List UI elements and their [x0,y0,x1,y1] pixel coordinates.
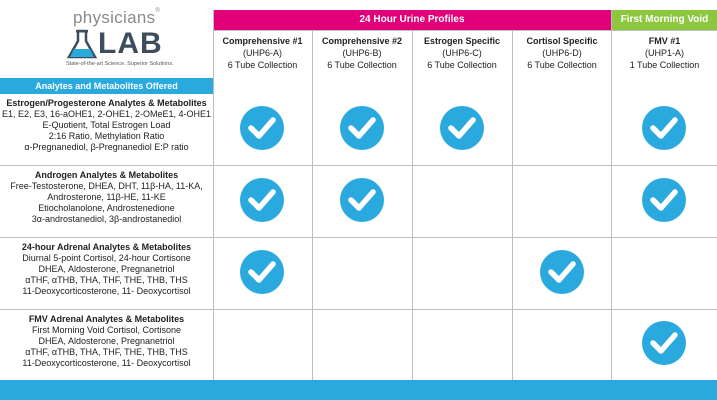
row-line: E-Quotient, Total Estrogen Load [42,120,171,130]
analyte-row-fmv-adrenal [0,314,213,369]
logo-big-text: LAB [98,27,163,60]
grid-divider [0,309,717,310]
grid-divider [611,10,612,380]
column-tubes: 6 Tube Collection [227,60,298,70]
grid-divider [213,30,717,31]
column-name: Comprehensive #1 [222,36,303,46]
row-line: Diurnal 5-point Cortisol, 24-hour Cortisone [22,253,191,263]
row-line: α-Pregnanediol, β-Pregnanediol E:P ratio [24,142,189,152]
checkmark-icon [339,105,385,151]
urine-profiles-header: 24 Hour Urine Profiles [213,10,611,30]
column-code: (UHP1-A) [644,48,684,58]
bottom-bar [0,380,717,400]
checkmark-icon [239,177,285,223]
column-code: (UHP6-A) [242,48,282,58]
column-tubes: 6 Tube Collection [427,60,497,70]
grid-divider [0,165,717,166]
row-line: Etiocholanolone, Androstenedione [38,203,175,213]
column-header-2 [312,30,412,78]
row-line: Androsterone, 11β-HE, 11-KE [47,192,166,202]
logo-tagline: State-of-the-art Science. Superior Solutions. [66,61,174,67]
column-name: Comprehensive #2 [321,36,403,46]
row-line: 2:16 Ratio, Methylation Ratio [48,131,165,141]
analyte-row-estrogen [0,98,213,153]
grid-divider [412,30,413,380]
row-line: αTHF, αTHB, THA, THF, THE, THB, THS [25,347,188,357]
column-code: (UHP6-B) [342,48,382,58]
column-code: (UHP6-C) [442,48,482,58]
column-header-3 [412,30,512,78]
checkmark-icon [239,249,285,295]
row-line: DHEA, Aldosterone, Pregnanetriol [38,264,175,274]
column-tubes: 1 Tube Collection [629,60,700,70]
row-title: Estrogen/Progesterone Analytes & Metabolites [6,98,207,108]
grid-divider [312,30,313,380]
column-code: (UHP6-D) [542,48,582,58]
column-header-1 [213,30,312,78]
analyte-row-androgen [0,170,213,225]
checkmark-icon [641,320,687,366]
grid-divider [512,30,513,380]
checkmark-icon [641,105,687,151]
flask-logo-icon [66,29,98,59]
checkmark-icon [539,249,585,295]
row-line: Free-Testosterone, DHEA, DHT, 11β-HA, 11-KA, [10,181,203,191]
column-name: FMV #1 [648,36,681,46]
row-title: Androgen Analytes & Metabolites [34,170,179,180]
column-name: Cortisol Specific [526,36,598,46]
row-line: DHEA, Aldosterone, Pregnanetriol [38,336,175,346]
analyte-row-24h-adrenal [0,242,213,297]
column-tubes: 6 Tube Collection [327,60,397,70]
row-title: 24-hour Adrenal Analytes & Metabolites [21,242,192,252]
row-line: E1, E2, E3, 16-aOHE1, 2-OHE1, 2-OMeE1, 4-OHE1 [1,109,212,119]
checkmark-icon [439,105,485,151]
analytes-header: Analytes and Metabolites Offered [0,78,213,94]
checkmark-icon [641,177,687,223]
row-line: αTHF, αTHB, THA, THF, THE, THB, THS [25,275,188,285]
physicians-lab-logo [0,0,213,78]
column-name: Estrogen Specific [423,36,501,46]
column-header-4 [512,30,612,78]
column-tubes: 6 Tube Collection [527,60,597,70]
logo-top-text: physicians [73,8,156,27]
checkmark-icon [239,105,285,151]
row-line: First Morning Void Cortisol, Cortisone [31,325,182,335]
grid-divider [0,237,717,238]
checkmark-icon [339,177,385,223]
row-line: 3α-androstanediol, 3β-androstanediol [31,214,182,224]
column-header-5 [612,30,717,78]
row-line: 11-Deoxycorticosterone, 11- Deoxycortisol [22,286,191,296]
grid-divider [213,10,214,380]
row-line: 11-Deoxycorticosterone, 11- Deoxycortisol [22,358,191,368]
first-morning-void-header: First Morning Void [612,10,717,30]
logo-registered-mark: ® [155,8,161,14]
row-title: FMV Adrenal Analytes & Metabolites [28,314,185,324]
